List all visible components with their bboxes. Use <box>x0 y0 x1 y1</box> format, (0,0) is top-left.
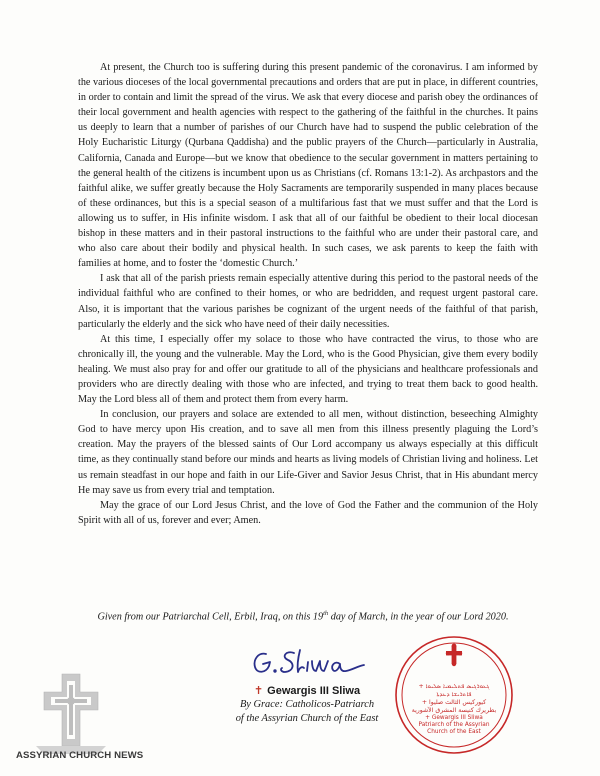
seal-latin-2: Patriarch of the Assyrian <box>418 721 490 728</box>
paragraph-2: I ask that all of the parish priests remain especially attentive during this period to the pastoral needs of the individual faithful who are confined to their homes, or who are bedridden, and request urgent pastoral care. Also, it is important that the various parishes be cognizant of the urgent needs of the faithful of that parish, particularly the elderly and the sick who have need of their daily necessities. <box>78 273 538 330</box>
seal-line-2: ܦܐܬܪܝܫܐ ܕܥܕܬܐ <box>436 690 472 698</box>
paragraph-3: At this time, I especially offer my solace to those who have contracted the virus, to those who are chronically ill, the young and the vulnerable. May the Lord, who is the Good Physician, give them every bodily healing. We must also pray for and offer our gratitude to all of the physicians and healthcare professionals and providers who are directly dealing with those who are infected, and trying to treat them back to good health. May the Lord bless all of them and protect them from every harm. <box>78 333 538 406</box>
given-line <box>68 607 538 624</box>
signatory-name: Gewargis III Sliwa <box>267 685 361 697</box>
signatory-title-1: By Grace: Catholicos-Patriarch <box>239 699 375 710</box>
logo-caption: ASSYRIAN CHURCH NEWS <box>16 750 144 761</box>
patriarchal-seal <box>393 634 515 756</box>
cross-icon: ✝ <box>253 685 264 697</box>
paragraph-4: In conclusion, our prayers and solace are extended to all men, without distinction, beseeching Almighty God to have mercy upon His creation, and to save all men from this illness presently plaguing the Lord’s creation. May the prayers of the blessed saints of Our Lord accompany us always especially at this difficult time, as they continually stand before our minds and hearts as living models of Christian living and holiness. Let us remain steadfast in our hope and faith in our Life-Giver and Savior Jesus Christ, that in His abundant mercy He may save us from every trial and temptation. <box>78 409 538 496</box>
given-suffix: day of March, in the year of our Lord 2020. <box>328 611 509 623</box>
seal-latin-1: + Gewargis III Sliwa <box>425 714 483 721</box>
seal-inscription <box>393 634 515 756</box>
handwritten-signature <box>250 646 370 680</box>
seal-latin-3: Church of the East <box>427 728 481 735</box>
seal-line-3: + كيوركيس الثالث صليوا <box>421 698 487 706</box>
paragraph-1: At present, the Church too is suffering during this present pandemic of the coronavirus. I am informed by the various dioceses of the local governmental precautions and orders that are put in place, in different countries, in order to contain and limit the spread of the virus. We ask that every diocese and parish obey the ordinances of their local government and health agencies with respect to the gathering of the faithful in the churches. It pains us deeply to learn that a number of parishes of our Church have had to suspend the public celebration of the Holy Eucharistic Liturgy (Qurbana Qaddisha) and the public prayers of the Church—particularly in Australia, California, Canada and Europe—but we know that obedience to the secular government in matters pertaining to the general health of the citizens is incumbent upon us as Christians (cf. Romans 13:1-2). As archpastors and the faithful alike, we suffer greatly because the Holy Sacraments are temporarily suspended in many places because of these ordinances, but this is a special season of a multifarious fast that we must suffer and that the Lord is allowing us to suffer, in His infinite wisdom. I ask that all of our faithful be obedient to their local diocesan bishop in these matters and in their pastoral instructions to the faithful who are under their pastoral care, and who also care about their bodily and physical health. In such cases, we ask parents to keep the faith with families at home, and to foster the ‘domestic Church.’ <box>78 62 538 270</box>
seal-line-1: + ܓܥܘܪܓܝܣ ܦܬܠܝܡܝܐ ܣܠܝܘܐ <box>418 682 490 690</box>
signatory-title-2: of the Assyrian Church of the East <box>235 713 379 724</box>
letter-body <box>78 60 538 528</box>
paragraph-5: May the grace of our Lord Jesus Christ, and the love of God the Father and the communion of the Holy Spirit with all of us, forever and ever; Amen. <box>78 499 538 526</box>
seal-line-4: بطريرك كنيسة المشرق الآشورية <box>411 706 497 714</box>
given-prefix: Given from our Patriarchal Cell, Erbil, Iraq, on this 19 <box>97 611 324 623</box>
given-sup: th <box>323 610 329 617</box>
signatory-name-line <box>222 684 392 698</box>
signature-block <box>222 684 392 726</box>
